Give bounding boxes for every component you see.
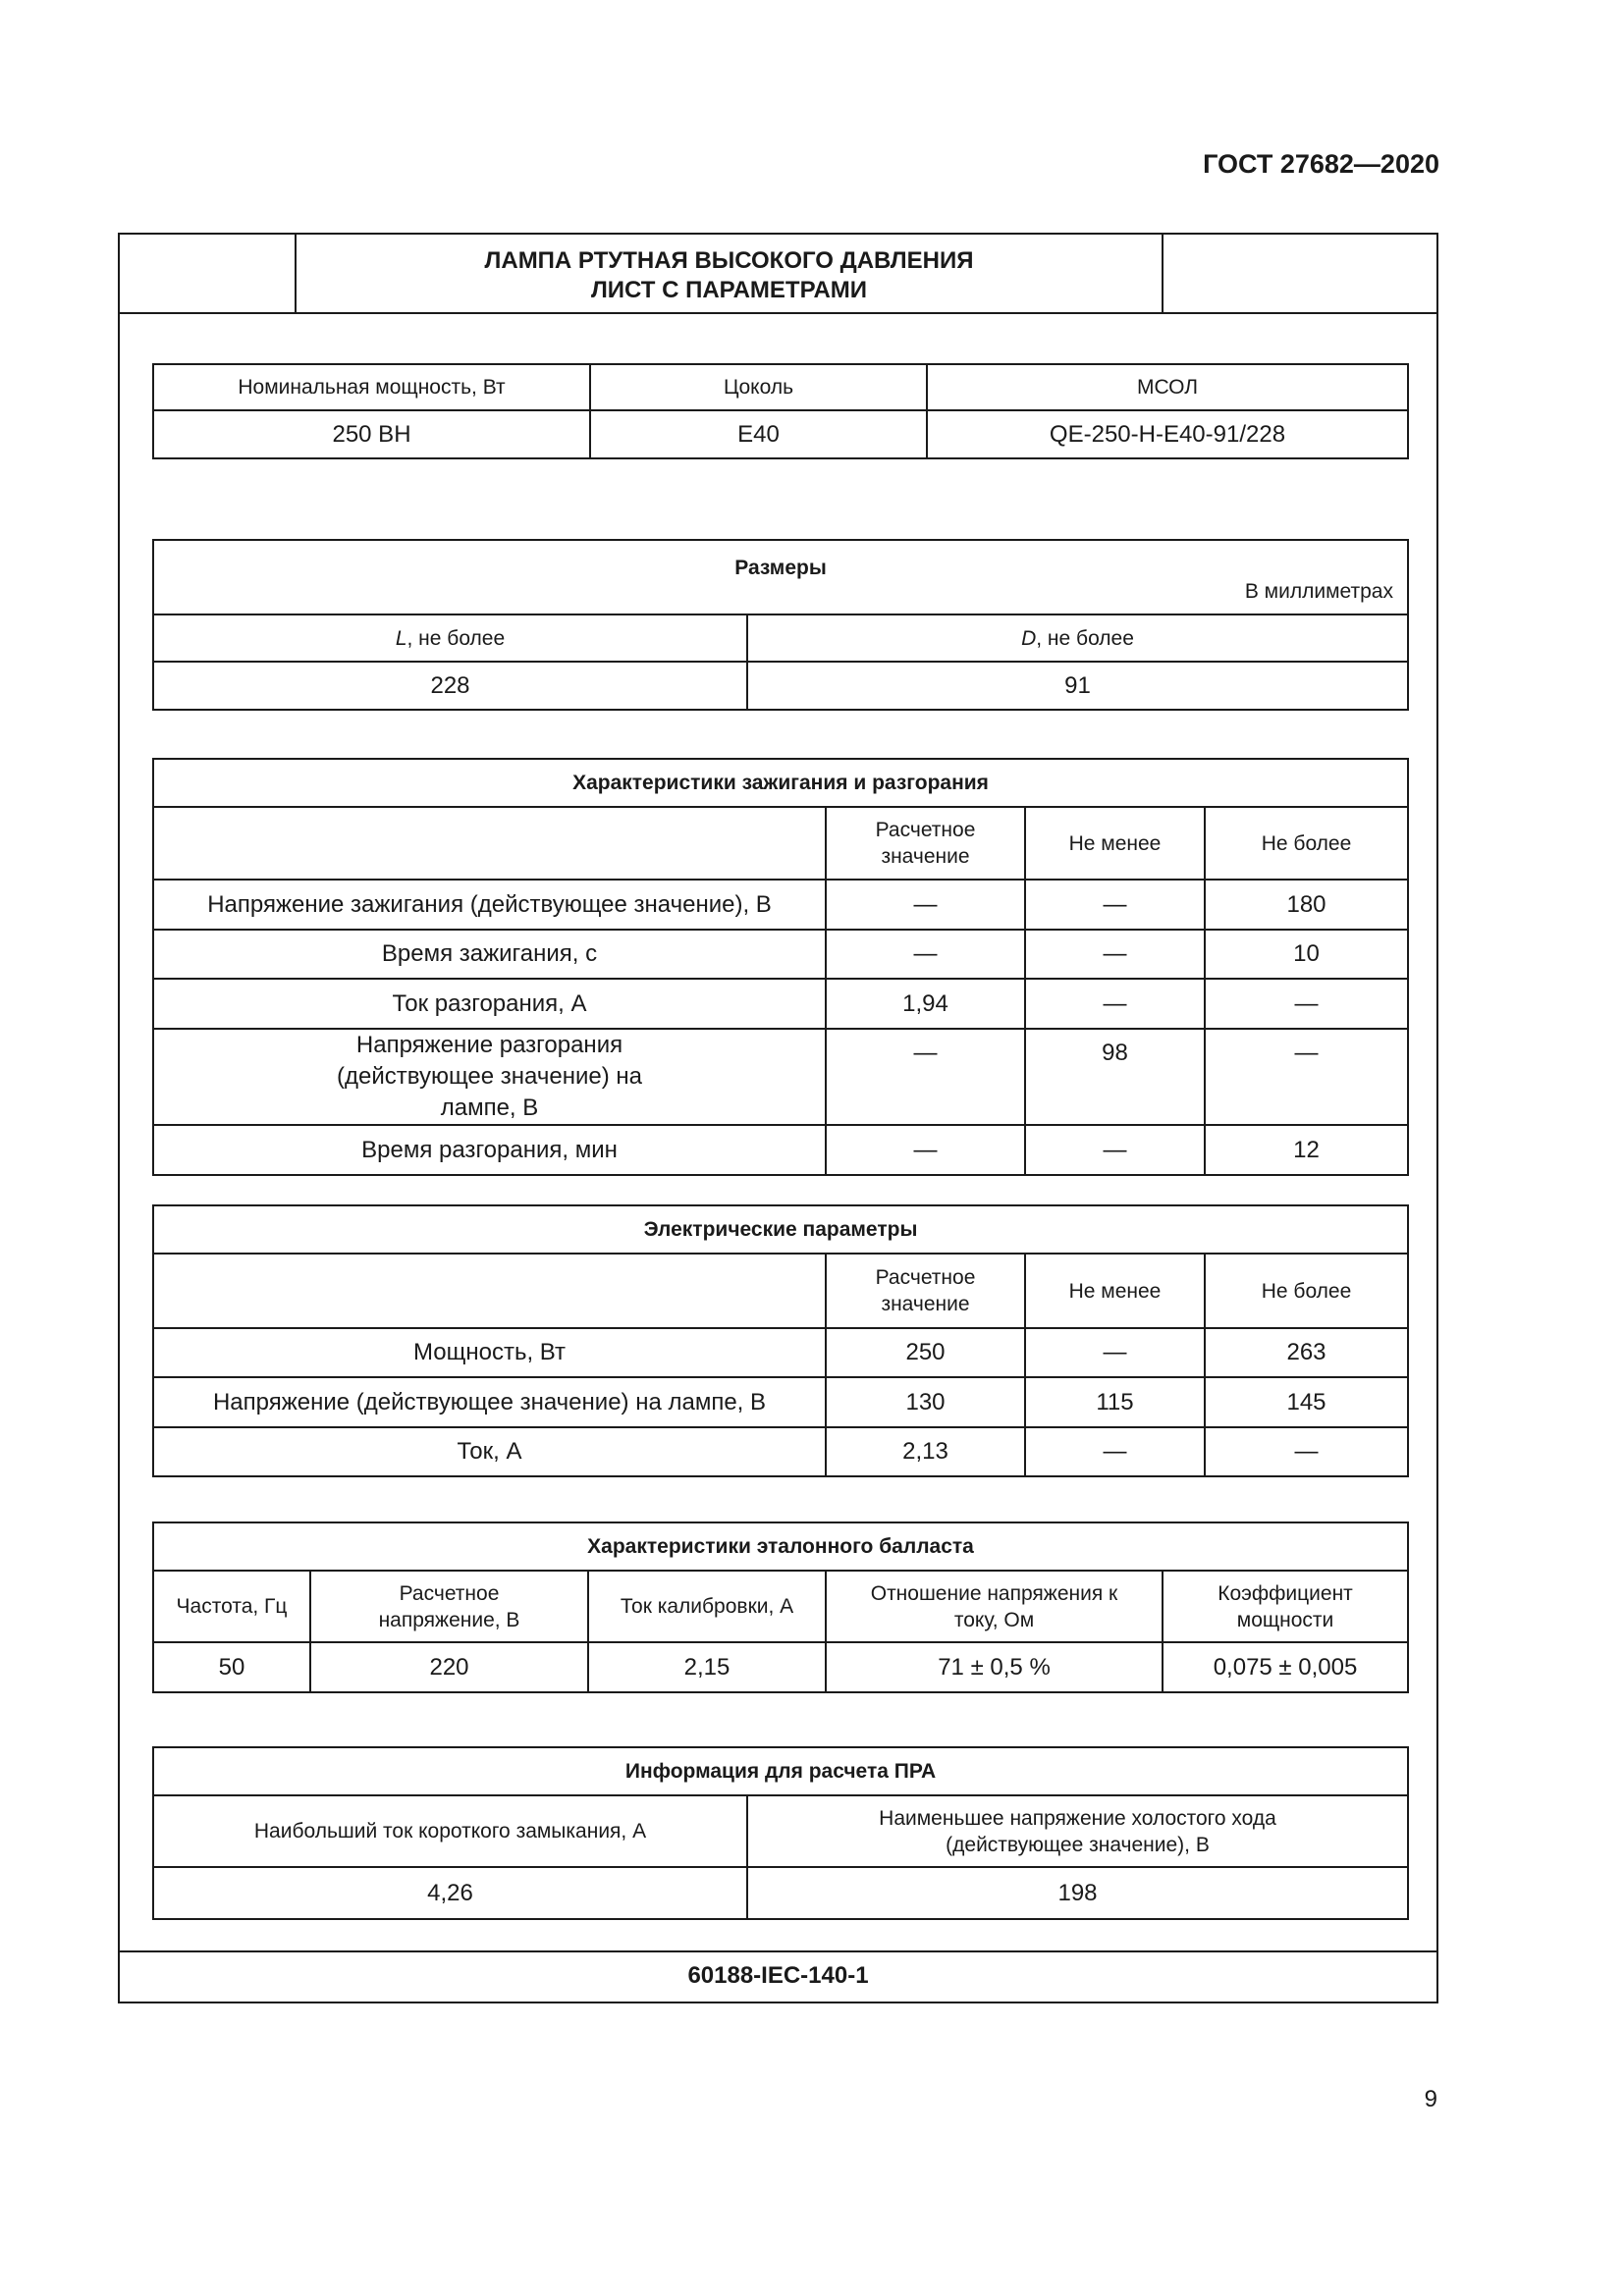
dimension-symbol: L <box>395 626 407 650</box>
table-header-row <box>153 614 1408 662</box>
cell-value: — <box>826 930 1025 979</box>
table-caption-row <box>153 759 1408 807</box>
row-label: Напряжение разгорания (действующее значение) на лампе, В <box>153 1029 826 1125</box>
row-label: Ток, А <box>153 1427 826 1476</box>
dimension-symbol: D <box>1021 626 1037 650</box>
table-caption-row <box>153 540 1408 614</box>
parameter-sheet <box>118 233 1438 2003</box>
column-header: Расчетное значение <box>826 1254 1025 1328</box>
nominal-power-value: 250 ВН <box>153 410 590 458</box>
diameter-value: 91 <box>747 662 1408 710</box>
cell-value: 12 <box>1205 1125 1408 1175</box>
cell-value: 130 <box>826 1377 1025 1427</box>
table-row <box>153 979 1408 1029</box>
column-header: МСОЛ <box>927 364 1408 410</box>
table-row <box>153 1328 1408 1377</box>
table-caption: Размеры <box>734 557 827 579</box>
table-header-row <box>153 1254 1408 1328</box>
table-header-row <box>153 807 1408 880</box>
row-label: Время разгорания, мин <box>153 1125 826 1175</box>
dimensions-caption-cell <box>153 540 1408 614</box>
table-header-row <box>153 1571 1408 1642</box>
standard-number: ГОСТ 27682—2020 <box>1203 149 1439 179</box>
table-row <box>153 410 1408 458</box>
column-header: Отношение напряжения к току, Ом <box>826 1571 1163 1642</box>
table-caption: Характеристики зажигания и разгорания <box>153 759 1408 807</box>
cell-value: — <box>1205 1029 1408 1125</box>
row-label: Время зажигания, с <box>153 930 826 979</box>
dimensions-table <box>152 539 1409 711</box>
column-header: Не менее <box>1025 1254 1205 1328</box>
empty-header-cell <box>153 1254 826 1328</box>
column-header: Наибольший ток короткого замыкания, А <box>153 1795 747 1867</box>
table-caption: Характеристики эталонного балласта <box>153 1522 1408 1571</box>
column-header: Не более <box>1205 1254 1408 1328</box>
column-header: Наименьшее напряжение холостого хода (действующее значение), В <box>747 1795 1408 1867</box>
row-label: Ток разгорания, А <box>153 979 826 1029</box>
table-header-row <box>153 364 1408 410</box>
open-circuit-voltage-value: 198 <box>747 1867 1408 1919</box>
column-header: Частота, Гц <box>153 1571 310 1642</box>
cell-value: — <box>1205 979 1408 1029</box>
table-row <box>153 1029 1408 1125</box>
row-label: Напряжение (действующее значение) на лампе, В <box>153 1377 826 1427</box>
column-header: Ток калибровки, А <box>588 1571 826 1642</box>
length-value: 228 <box>153 662 747 710</box>
sheet-header <box>120 235 1436 314</box>
table-caption-row <box>153 1747 1408 1795</box>
column-header <box>747 614 1408 662</box>
table-header-row <box>153 1795 1408 1867</box>
voltage-current-ratio-value: 71 ± 0,5 % <box>826 1642 1163 1692</box>
calibration-current-value: 2,15 <box>588 1642 826 1692</box>
page-number: 9 <box>1424 2086 1437 2112</box>
cell-value: 98 <box>1025 1029 1205 1125</box>
base-value: Е40 <box>590 410 927 458</box>
sheet-header-right-cell <box>1162 235 1436 312</box>
row-label: Мощность, Вт <box>153 1328 826 1377</box>
unit-note: В миллиметрах <box>1244 580 1393 603</box>
table-caption-row <box>153 1205 1408 1254</box>
table-row <box>153 1125 1408 1175</box>
cell-value: — <box>826 880 1025 930</box>
cell-value: — <box>1025 1125 1205 1175</box>
table-row <box>153 880 1408 930</box>
empty-header-cell <box>153 807 826 880</box>
cell-value: — <box>1025 1427 1205 1476</box>
cell-value: — <box>826 1029 1025 1125</box>
power-factor-value: 0,075 ± 0,005 <box>1163 1642 1408 1692</box>
column-header <box>153 614 747 662</box>
table-caption: Электрические параметры <box>153 1205 1408 1254</box>
cell-value: — <box>826 1125 1025 1175</box>
cell-value: — <box>1025 930 1205 979</box>
ballast-table <box>152 1522 1409 1693</box>
sheet-title <box>297 246 1162 305</box>
dimension-qualifier: , не более <box>406 626 506 650</box>
sheet-header-left-cell <box>120 235 297 312</box>
table-row <box>153 1377 1408 1427</box>
msol-code-value: QE-250-H-E40-91/228 <box>927 410 1408 458</box>
cell-value: 250 <box>826 1328 1025 1377</box>
cell-value: 115 <box>1025 1377 1205 1427</box>
cell-value: — <box>1025 979 1205 1029</box>
sheet-title-line-1: ЛАМПА РТУТНАЯ ВЫСОКОГО ДАВЛЕНИЯ <box>484 247 974 274</box>
dimension-qualifier: , не более <box>1036 626 1134 650</box>
column-header: Не более <box>1205 807 1408 880</box>
cell-value: — <box>1025 880 1205 930</box>
control-gear-table <box>152 1746 1409 1920</box>
cell-value: 2,13 <box>826 1427 1025 1476</box>
rated-voltage-value: 220 <box>310 1642 588 1692</box>
column-header: Не менее <box>1025 807 1205 880</box>
cell-value: 180 <box>1205 880 1408 930</box>
column-header: Номинальная мощность, Вт <box>153 364 590 410</box>
short-circuit-current-value: 4,26 <box>153 1867 747 1919</box>
row-label: Напряжение зажигания (действующее значение), В <box>153 880 826 930</box>
column-header: Коэффициент мощности <box>1163 1571 1408 1642</box>
table-caption-row <box>153 1522 1408 1571</box>
table-row <box>153 930 1408 979</box>
table-row <box>153 1427 1408 1476</box>
table-row <box>153 1867 1408 1919</box>
sheet-title-line-2: ЛИСТ С ПАРАМЕТРАМИ <box>590 277 868 303</box>
cell-value: 145 <box>1205 1377 1408 1427</box>
electrical-table <box>152 1204 1409 1477</box>
cell-value: 263 <box>1205 1328 1408 1377</box>
ignition-table <box>152 758 1409 1176</box>
column-header: Расчетное значение <box>826 807 1025 880</box>
table-caption: Информация для расчета ПРА <box>153 1747 1408 1795</box>
cell-value: — <box>1205 1427 1408 1476</box>
sheet-footer-code: 60188-IEC-140-1 <box>120 1950 1436 2002</box>
column-header: Расчетное напряжение, В <box>310 1571 588 1642</box>
frequency-value: 50 <box>153 1642 310 1692</box>
cell-value: — <box>1025 1328 1205 1377</box>
cell-value: 1,94 <box>826 979 1025 1029</box>
column-header: Цоколь <box>590 364 927 410</box>
identification-table <box>152 363 1409 459</box>
cell-value: 10 <box>1205 930 1408 979</box>
table-row <box>153 1642 1408 1692</box>
table-row <box>153 662 1408 710</box>
